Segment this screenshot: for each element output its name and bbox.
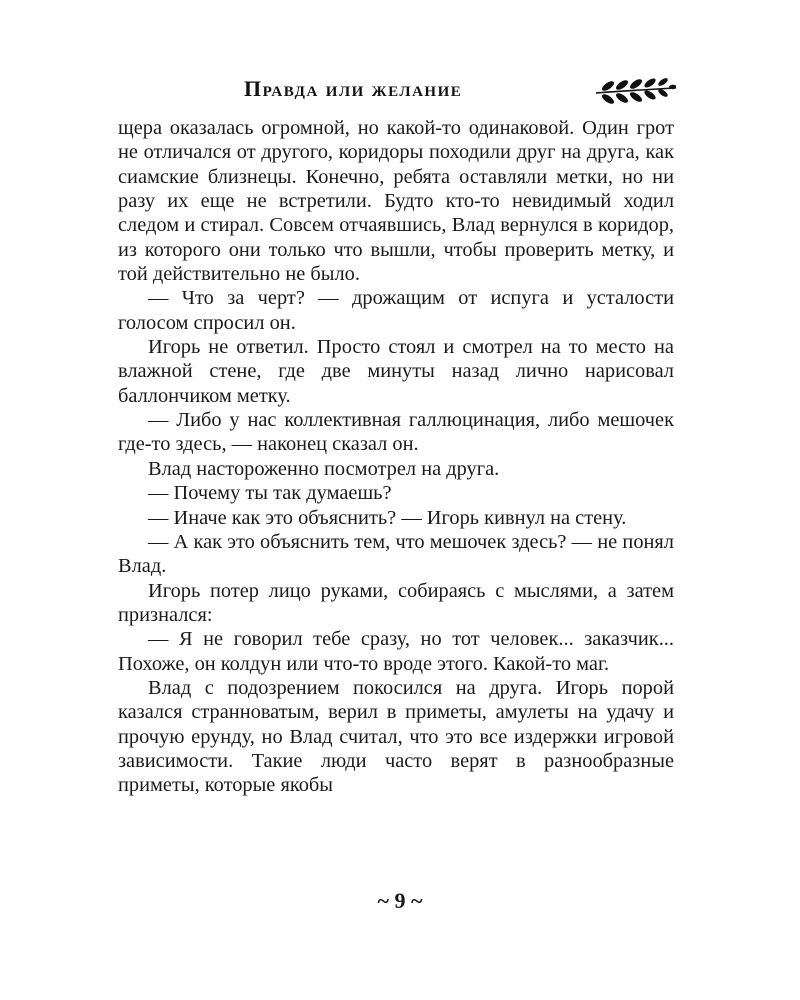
paragraph: Игорь потер лицо руками, собираясь с мыслями, а затем признался: (118, 579, 674, 626)
book-title: Правда или желание (244, 76, 463, 101)
paragraph: — Иначе как это объяснить? — Игорь кивнул на стену. (148, 506, 627, 529)
paragraph: — Что за черт? — дрожащим от испуга и усталости голосом спросил он. (118, 287, 674, 334)
running-header (118, 76, 674, 106)
leaf-sprig-icon (594, 76, 676, 106)
paragraph: — Либо у нас коллективная галлюцинация, либо мешочек где-то здесь, — наконец сказал он. (118, 409, 674, 456)
paragraph: — Почему ты так думаешь? (148, 482, 392, 505)
paragraph: щера оказалась огромной, но какой-то одинаковой. Один грот не отличался от другого, коридоры походили друг на друга, как сиамские близнецы. Конечно, ребята оставляли метки, но ни разу их еще не встретили. Будто кто-то невидимый ходил следом и стирал. Совсем отчаявшись, Влад вернулся в коридор, из которого они только что вышли, чтобы проверить метку, и той действительно не было. (118, 117, 674, 286)
page-number: ~ 9 ~ (377, 888, 423, 913)
body-text (118, 116, 674, 798)
paragraph: Влад настороженно посмотрел на друга. (148, 457, 500, 480)
paragraph: — А как это объяснить тем, что мешочек здесь? — не понял Влад. (118, 530, 674, 578)
paragraph: Игорь не ответил. Просто стоял и смотрел на то место на влажной стене, где две минуты назад лично нарисовал баллончиком метку. (118, 336, 674, 407)
paragraph: — Я не говорил тебе сразу, но тот человек... заказчик... Похоже, он колдун или что-то вроде этого. Какой-то маг. (118, 628, 674, 675)
paragraph: Влад с подозрением покосился на друга. Игорь порой казался странноватым, верил в приметы, амулеты на удачу и прочую ерунду, но Влад считал, что это все издержки игровой зависимости. Такие люди часто верят в разнообразные приметы, которые якобы (118, 676, 674, 797)
